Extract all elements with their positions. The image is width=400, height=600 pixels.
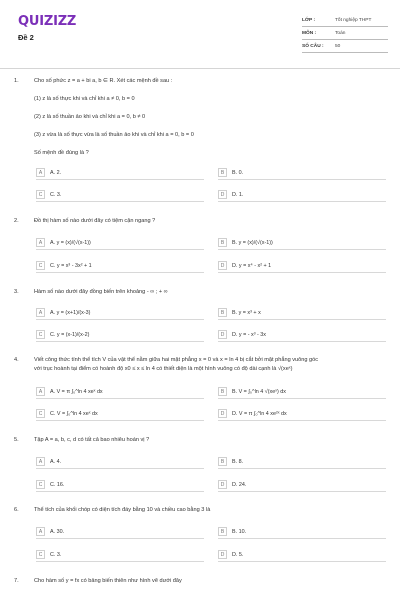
option-letter: B xyxy=(218,168,227,177)
question-number: 3. xyxy=(14,289,19,295)
option-text: A. y = (x)/(√(x-1)) xyxy=(50,239,91,246)
option-text: B. V = ∫₀^ln 4 √(xeˣ) dx xyxy=(232,388,286,395)
option-letter: B xyxy=(218,527,227,536)
option-b[interactable] xyxy=(218,457,386,469)
question-text: Đồ thị hàm số nào dưới đây có tiệm cận ngang ? xyxy=(34,218,156,224)
meta-label: LỚP : xyxy=(302,17,316,23)
question-6 xyxy=(14,507,386,567)
question-5 xyxy=(14,437,386,497)
option-d[interactable] xyxy=(218,261,386,273)
question-number: 7. xyxy=(14,578,19,584)
option-text: A. 4. xyxy=(50,458,62,465)
question-4 xyxy=(14,357,386,427)
meta-table xyxy=(302,14,388,53)
question-number: 6. xyxy=(14,507,19,513)
question-text: (1) z là số thực khi và chỉ khi a ≠ 0, b = 0 xyxy=(34,96,135,102)
option-d[interactable] xyxy=(218,330,386,342)
option-letter: B xyxy=(218,387,227,396)
option-text: D. y = - x³ - 3x xyxy=(232,331,266,338)
option-c[interactable] xyxy=(36,190,204,202)
option-letter: B xyxy=(218,238,227,247)
question-7 xyxy=(14,578,386,594)
meta-value: Tốt nghiệp THPT xyxy=(335,17,372,23)
question-text: Số mệnh đề đúng là ? xyxy=(34,150,89,156)
option-b[interactable] xyxy=(218,238,386,250)
option-text: C. 16. xyxy=(50,481,65,488)
option-letter: C xyxy=(36,330,45,339)
option-d[interactable] xyxy=(218,190,386,202)
question-text: (3) z vừa là số thực vừa là số thuần ảo khi và chỉ khi a = 0, b = 0 xyxy=(34,132,194,138)
option-letter: D xyxy=(218,550,227,559)
option-letter: A xyxy=(36,457,45,466)
option-text: C. y = x³ - 3x² + 1 xyxy=(50,262,92,269)
option-text: B. y = (x)/(√(x-1)) xyxy=(232,239,273,246)
meta-label: MÔN : xyxy=(302,30,317,36)
worksheet-header xyxy=(0,0,400,72)
option-text: D. 5. xyxy=(232,551,244,558)
option-b[interactable] xyxy=(218,387,386,399)
option-letter: A xyxy=(36,308,45,317)
option-letter: A xyxy=(36,387,45,396)
option-text: C. V = ∫₀^ln 4 xeˣ dx xyxy=(50,410,98,417)
question-number: 2. xyxy=(14,218,19,224)
option-text: B. 8. xyxy=(232,458,244,465)
meta-row-subject xyxy=(302,27,388,40)
question-text: Thể tích của khối chóp có diện tích đáy bằng 10 và chiều cao bằng 3 là xyxy=(34,507,211,513)
option-text: D. V = π ∫₀^ln 4 xe²ˣ dx xyxy=(232,410,287,417)
option-b[interactable] xyxy=(218,527,386,539)
option-text: B. 10. xyxy=(232,528,247,535)
meta-row-class xyxy=(302,14,388,27)
quizizz-logo: QUIZIZZ xyxy=(18,14,77,29)
option-c[interactable] xyxy=(36,409,204,421)
meta-label: SỐ CÂU : xyxy=(302,43,324,49)
meta-value: Toán xyxy=(335,30,346,36)
question-2 xyxy=(14,218,386,278)
question-text: (2) z là số thuần ảo khi và chỉ khi a = 0, b ≠ 0 xyxy=(34,114,146,120)
option-text: D. y = x⁴ - x² + 1 xyxy=(232,262,272,269)
question-1 xyxy=(14,78,386,208)
option-letter: B xyxy=(218,457,227,466)
option-letter: C xyxy=(36,550,45,559)
exam-title: Đề 2 xyxy=(18,33,34,42)
question-number: 1. xyxy=(14,78,19,84)
meta-row-count xyxy=(302,40,388,53)
option-a[interactable] xyxy=(36,238,204,250)
question-number: 5. xyxy=(14,437,19,443)
option-c[interactable] xyxy=(36,480,204,492)
question-text: Cho hàm số y = fx có bảng biến thiên như hình vẽ dưới đây xyxy=(34,578,182,584)
option-text: A. y = (x+1)/(x-3) xyxy=(50,309,91,316)
header-divider xyxy=(0,68,400,69)
question-text: Tập A = a, b, c, d có tất cả bao nhiêu hoán vị ? xyxy=(34,437,150,443)
option-letter: D xyxy=(218,480,227,489)
option-a[interactable] xyxy=(36,168,204,180)
question-text: Cho số phức z = a + bi a, b ∈ R. Xét các mệnh đề sau : xyxy=(34,78,173,84)
option-a[interactable] xyxy=(36,387,204,399)
option-b[interactable] xyxy=(218,168,386,180)
option-letter: A xyxy=(36,168,45,177)
option-text: D. 24. xyxy=(232,481,247,488)
option-letter: C xyxy=(36,261,45,270)
question-number: 4. xyxy=(14,357,19,363)
option-letter: B xyxy=(218,308,227,317)
option-letter: D xyxy=(218,190,227,199)
option-letter: A xyxy=(36,238,45,247)
option-d[interactable] xyxy=(218,480,386,492)
option-letter: C xyxy=(36,190,45,199)
option-text: A. 2. xyxy=(50,169,62,176)
option-text: C. 3. xyxy=(50,191,62,198)
option-text: A. 30. xyxy=(50,528,65,535)
option-text: B. y = x³ + x xyxy=(232,309,261,316)
meta-value: 50 xyxy=(335,43,341,49)
option-text: C. 3. xyxy=(50,551,62,558)
option-c[interactable] xyxy=(36,261,204,273)
option-b[interactable] xyxy=(218,308,386,320)
option-d[interactable] xyxy=(218,550,386,562)
question-text: với trục hoành tại điểm có hoành độ x0 ≤ x ≤ ln 4 có thiết diện là một hình vuông có độ dài cạnh là √(xeˣ) xyxy=(34,366,293,372)
option-c[interactable] xyxy=(36,550,204,562)
option-c[interactable] xyxy=(36,330,204,342)
question-3 xyxy=(14,289,386,349)
option-a[interactable] xyxy=(36,457,204,469)
option-letter: D xyxy=(218,409,227,418)
option-a[interactable] xyxy=(36,527,204,539)
option-text: C. y = (x-1)/(x-2) xyxy=(50,331,90,338)
option-text: B. 0. xyxy=(232,169,244,176)
option-text: D. 1. xyxy=(232,191,244,198)
option-letter: D xyxy=(218,330,227,339)
option-letter: C xyxy=(36,480,45,489)
option-a[interactable] xyxy=(36,308,204,320)
option-letter: A xyxy=(36,527,45,536)
option-letter: D xyxy=(218,261,227,270)
option-letter: C xyxy=(36,409,45,418)
question-text: Viết công thức tính thể tích V của vật thể nằm giữa hai mặt phẳng x = 0 và x = ln 4 bị cắt bởi mặt phẳng vuông góc xyxy=(34,357,319,363)
option-text: A. V = π ∫₀^ln 4 xeˣ dx xyxy=(50,388,103,395)
question-text: Hàm số nào dưới đây đồng biến trên khoảng - ∞ ; + ∞ xyxy=(34,289,168,295)
option-d[interactable] xyxy=(218,409,386,421)
